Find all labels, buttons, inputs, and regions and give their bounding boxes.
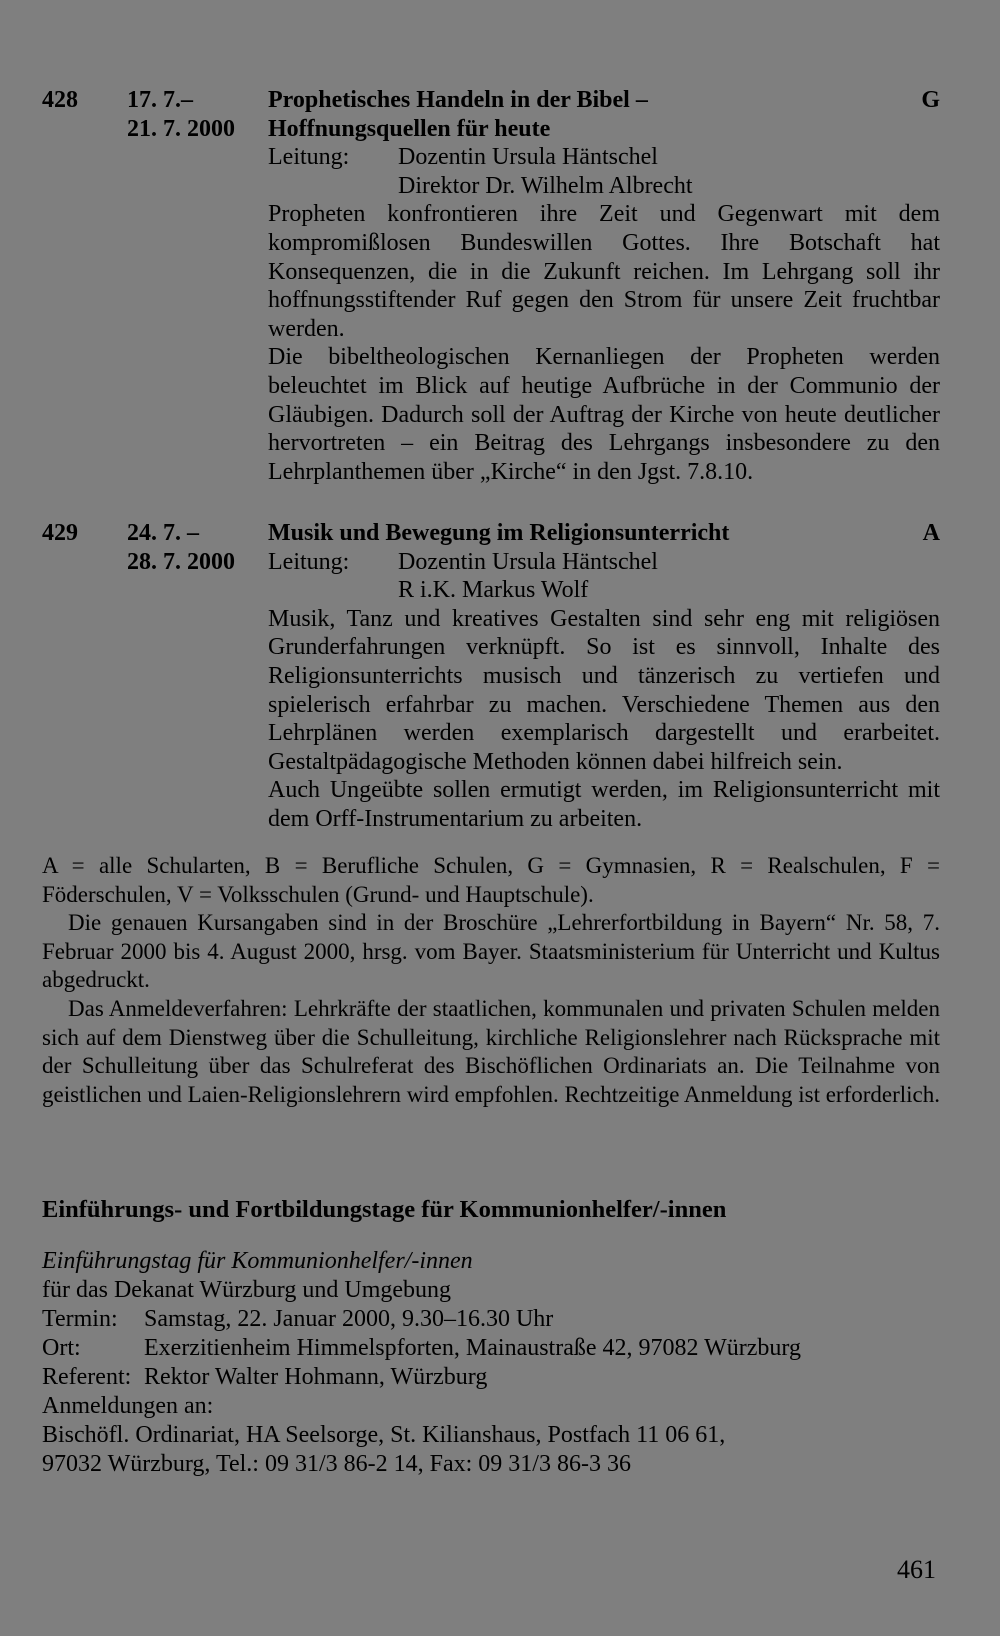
leader-name: Dozentin Ursula Häntschel xyxy=(398,144,658,171)
address-line: 97032 Würzburg, Tel.: 09 31/3 86-2 14, Fax: 09 31/3 86-3 36 xyxy=(42,1451,631,1477)
referent-label: Referent: xyxy=(42,1364,132,1390)
event-details xyxy=(42,1247,940,1479)
notes-block xyxy=(42,852,940,1109)
leader-list xyxy=(398,548,940,605)
course-date-to: 21. 7. 2000 xyxy=(127,115,235,142)
course-number: 429 xyxy=(42,520,78,546)
course-description: Auch Ungeübte sollen ermutigt werden, im Religionsunterricht mit dem Orff-Instrumentarium zu arbeiten. xyxy=(268,777,940,832)
course-type-code: G xyxy=(921,87,940,113)
event-title: Einführungstag für Kommunionhelfer/-innen xyxy=(42,1248,473,1274)
course-date-from: 17. 7.– xyxy=(127,87,193,113)
ort-value: Exerzitienheim Himmelspforten, Mainaustraße 42, 97082 Würzburg xyxy=(144,1335,801,1361)
page-number: 461 xyxy=(897,1555,936,1584)
course-title: Musik und Bewegung im Religionsunterricht xyxy=(268,520,730,546)
school-type-legend: A = alle Schularten, B = Berufliche Schulen, G = Gymnasien, R = Realschulen, F = Föderschulen, V = Volksschulen (Grund- und Hauptschule). xyxy=(42,853,940,907)
leader-list xyxy=(398,143,940,200)
event-scope: für das Dekanat Würzburg und Umgebung xyxy=(42,1277,452,1303)
course-body xyxy=(268,519,940,834)
leader-name: Dozentin Ursula Häntschel xyxy=(398,548,658,575)
registration-label: Anmeldungen an: xyxy=(42,1393,214,1419)
registration-note: Das Anmeldeverfahren: Lehrkräfte der staatlichen, kommunalen und privaten Schulen melden sich auf dem Dienstweg über die Schulleitung, kirchliche Religionslehrer nach Rücksprache mit der Schulleitung über das Schulreferat des Bischöflichen Ordinariats an. Die Teilnahme von geistlichen und Laien-Religionslehrern wird empfohlen. Rechtzeitige Anmeldung ist erforderlich. xyxy=(42,995,941,1107)
course-title-row xyxy=(268,519,940,548)
course-number: 428 xyxy=(42,87,78,113)
course-title-row xyxy=(268,86,940,115)
course-description: Musik, Tanz und kreatives Gestalten sind sehr eng mit religiösen Grunderfahrungen verknüpft. So ist es sinnvoll, Inhalte des Religionsunterrichts musisch und tänzerisch zu vertiefen und spielerisch erfahrbar zu machen. Verschiedene Themen aus den Lehrplänen werden exemplarisch dargestellt und erarbeitet. Gestaltpädagogische Methoden können dabei hilfreich sein. xyxy=(268,605,940,775)
leader-name: R i.K. Markus Wolf xyxy=(398,577,589,604)
ort-row xyxy=(42,1334,940,1363)
referent-value: Rektor Walter Hohmann, Würzburg xyxy=(144,1364,488,1390)
course-date-to: 28. 7. 2000 xyxy=(127,548,235,575)
course-title: Prophetisches Handeln in der Bibel – xyxy=(268,87,648,113)
course-leadership xyxy=(268,143,940,200)
brochure-note: Die genauen Kursangaben sind in der Broschüre „Lehrerfortbildung in Bayern“ Nr. 58, 7. Februar 2000 bis 4. August 2000, hrsg. vom Bayer. Staatsministerium für Unterricht und Kultus abgedruckt. xyxy=(42,910,940,993)
course-leadership xyxy=(268,548,940,605)
course-description: Propheten konfrontieren ihre Zeit und Gegenwart mit dem kompromißlosen Bundeswillen Gottes. Ihre Botschaft hat Konsequenzen, die in die Zukunft reichen. Im Lehrgang soll ihr hoffnungsstiftender Ruf gegen den Strom für unsere Zeit fruchtbar werden. xyxy=(268,201,940,342)
course-body xyxy=(268,86,940,486)
course-subtitle: Hoffnungsquellen für heute xyxy=(268,115,551,142)
leader-name: Direktor Dr. Wilhelm Albrecht xyxy=(398,172,693,199)
address-line: Bischöfl. Ordinariat, HA Seelsorge, St. Kilianshaus, Postfach 11 06 61, xyxy=(42,1422,726,1448)
course-entry xyxy=(42,86,940,486)
leadership-label: Leitung: xyxy=(268,144,350,171)
course-date-from: 24. 7. – xyxy=(127,520,199,546)
leadership-label: Leitung: xyxy=(268,548,350,575)
course-entry xyxy=(42,519,940,834)
referent-row xyxy=(42,1363,940,1392)
course-type-code: A xyxy=(922,520,940,546)
termin-label: Termin: xyxy=(42,1306,118,1332)
termin-value: Samstag, 22. Januar 2000, 9.30–16.30 Uhr xyxy=(144,1306,554,1332)
course-description: Die bibeltheologischen Kernanliegen der Propheten werden beleuchtet im Blick auf heutige Aufbrüche in der Communio der Gläubigen. Dadurch soll der Auftrag der Kirche von heute deutlicher hervortreten – ein Beitrag des Lehrgangs insbesondere zu den Lehrplanthemen über „Kirche“ in den Jgst. 7.8.10. xyxy=(268,344,940,485)
section-heading: Einführungs- und Fortbildungstage für Kommunionhelfer/-innen xyxy=(42,1196,727,1223)
ort-label: Ort: xyxy=(42,1335,81,1361)
termin-row xyxy=(42,1305,940,1334)
